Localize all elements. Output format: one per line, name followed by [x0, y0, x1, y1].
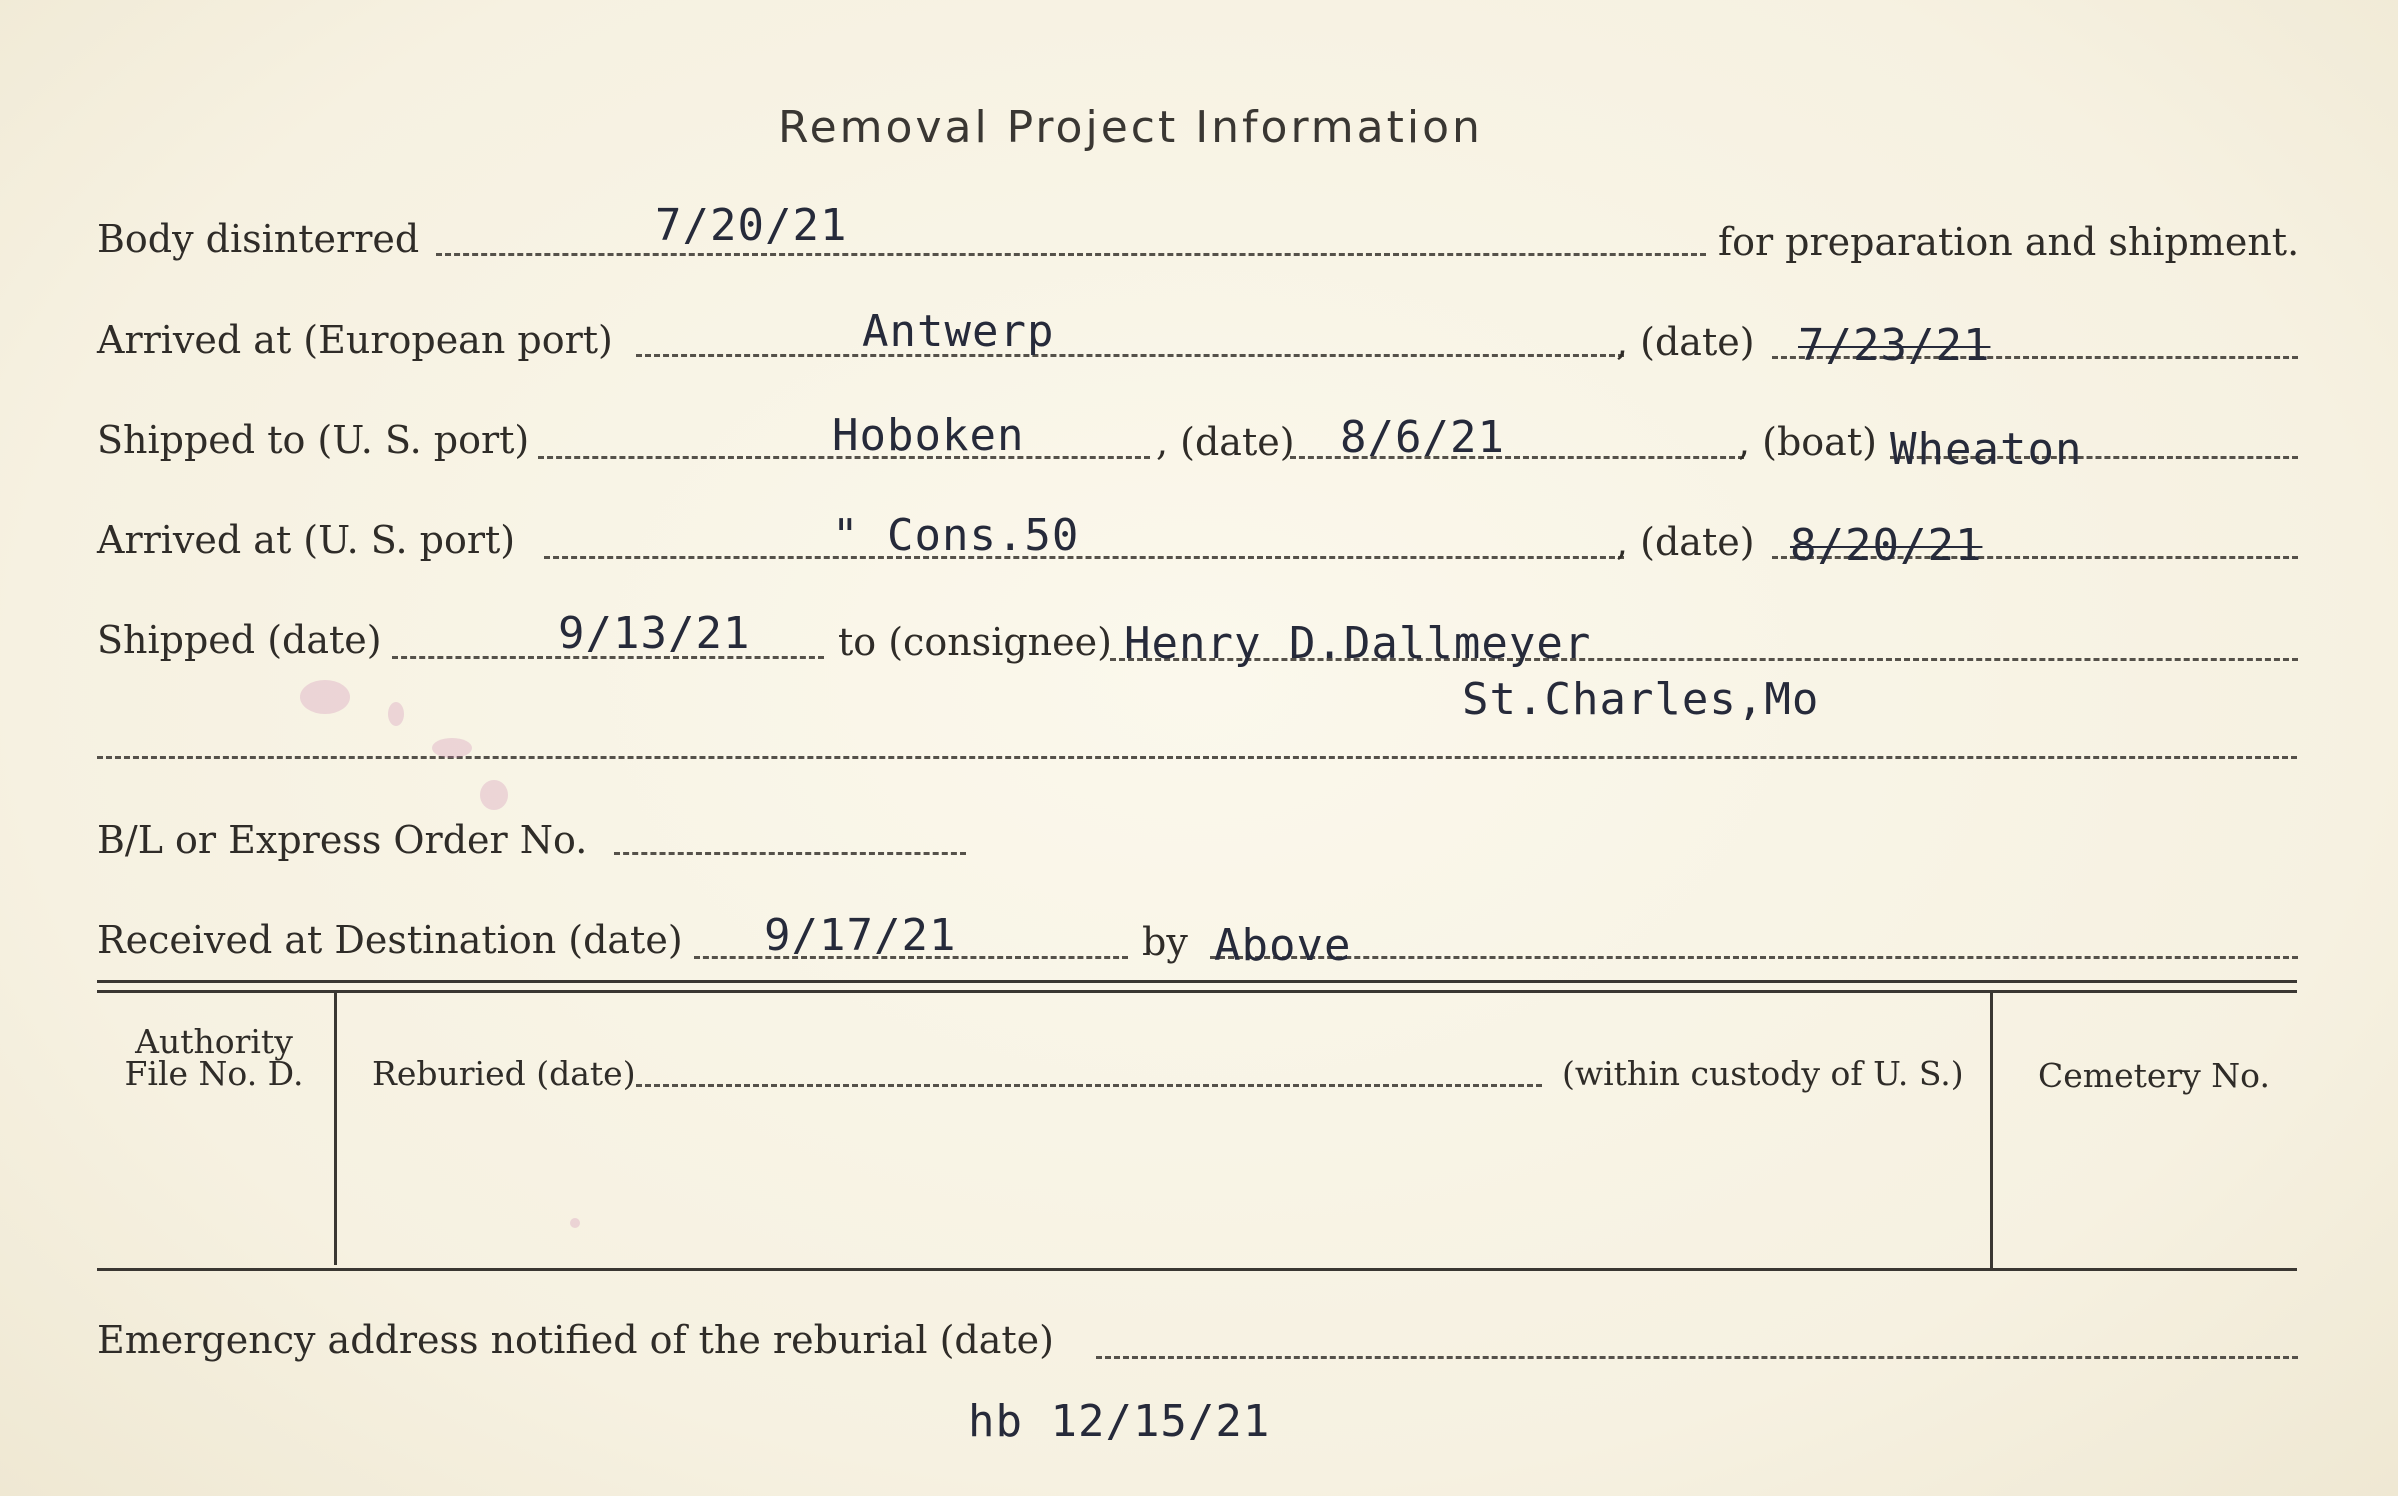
custody-label: (within custody of U. S.)	[1562, 1054, 1964, 1093]
table-top-rule	[97, 980, 2297, 983]
card-title: Removal Project Information	[778, 102, 1483, 153]
shipped-date-label: Shipped (date)	[97, 618, 382, 662]
arrived-us-date: 8/20/21	[1790, 520, 1983, 571]
arrived-us-line	[544, 556, 1624, 559]
shipped-us-boat-label: , (boat)	[1738, 420, 1877, 464]
table-divider-2	[1990, 993, 1993, 1271]
table-bottom-rule	[97, 1268, 2297, 1271]
bl-order-line	[614, 852, 966, 855]
arrived-european-port: Antwerp	[862, 306, 1055, 357]
authority-label: Authority	[135, 1022, 293, 1061]
reburied-label: Reburied (date)	[372, 1054, 636, 1093]
body-disinterred-line	[436, 253, 1706, 256]
ink-smudge	[480, 780, 508, 810]
shipped-us-date-label: , (date)	[1156, 420, 1295, 464]
ink-smudge	[388, 702, 404, 726]
received-by: Above	[1214, 920, 1352, 971]
arrived-european-date: 7/23/21	[1798, 320, 1991, 371]
shipped-us-boat: Wheaton	[1890, 424, 2083, 475]
bl-order-label: B/L or Express Order No.	[97, 818, 588, 862]
arrived-european-line	[636, 354, 1624, 357]
received-by-label: by	[1142, 920, 1188, 964]
received-by-line	[1210, 956, 2298, 959]
shipped-us-label: Shipped to (U. S. port)	[97, 418, 530, 462]
emergency-line	[1096, 1356, 2298, 1359]
arrived-us-label: Arrived at (U. S. port)	[97, 518, 516, 562]
emergency-note: hb 12/15/21	[968, 1396, 1271, 1447]
shipped-to-label: to (consignee)	[838, 620, 1112, 664]
ink-smudge	[570, 1218, 580, 1228]
body-disinterred-suffix: for preparation and shipment.	[1718, 220, 2300, 264]
consignee-name: Henry D.Dallmeyer	[1124, 618, 1592, 669]
ink-smudge	[432, 738, 472, 758]
shipped-date: 9/13/21	[558, 608, 751, 659]
shipped-us-date: 8/6/21	[1340, 412, 1505, 463]
arrived-us-date-label: , (date)	[1616, 520, 1755, 564]
reburied-line	[636, 1084, 1542, 1087]
consignee-address: St.Charles,Mo	[1462, 674, 1820, 725]
arrived-european-label: Arrived at (European port)	[97, 318, 613, 362]
arrived-us-port: " Cons.50	[832, 510, 1080, 561]
emergency-label: Emergency address notified of the reburial (date)	[97, 1318, 1054, 1362]
shipped-us-port: Hoboken	[832, 410, 1025, 461]
file-no-label: File No. D.	[124, 1054, 304, 1093]
received-date: 9/17/21	[764, 910, 957, 961]
received-label: Received at Destination (date)	[97, 918, 683, 962]
table-top-rule-2	[97, 990, 2297, 993]
arrived-european-date-label: , (date)	[1616, 320, 1755, 364]
cemetery-no-label: Cemetery No.	[2038, 1056, 2270, 1095]
table-divider-1	[334, 993, 337, 1265]
shipped-extra-line	[97, 756, 2297, 759]
body-disinterred-label: Body disinterred	[97, 217, 420, 261]
ink-smudge	[300, 680, 350, 714]
body-disinterred-date: 7/20/21	[655, 200, 848, 251]
